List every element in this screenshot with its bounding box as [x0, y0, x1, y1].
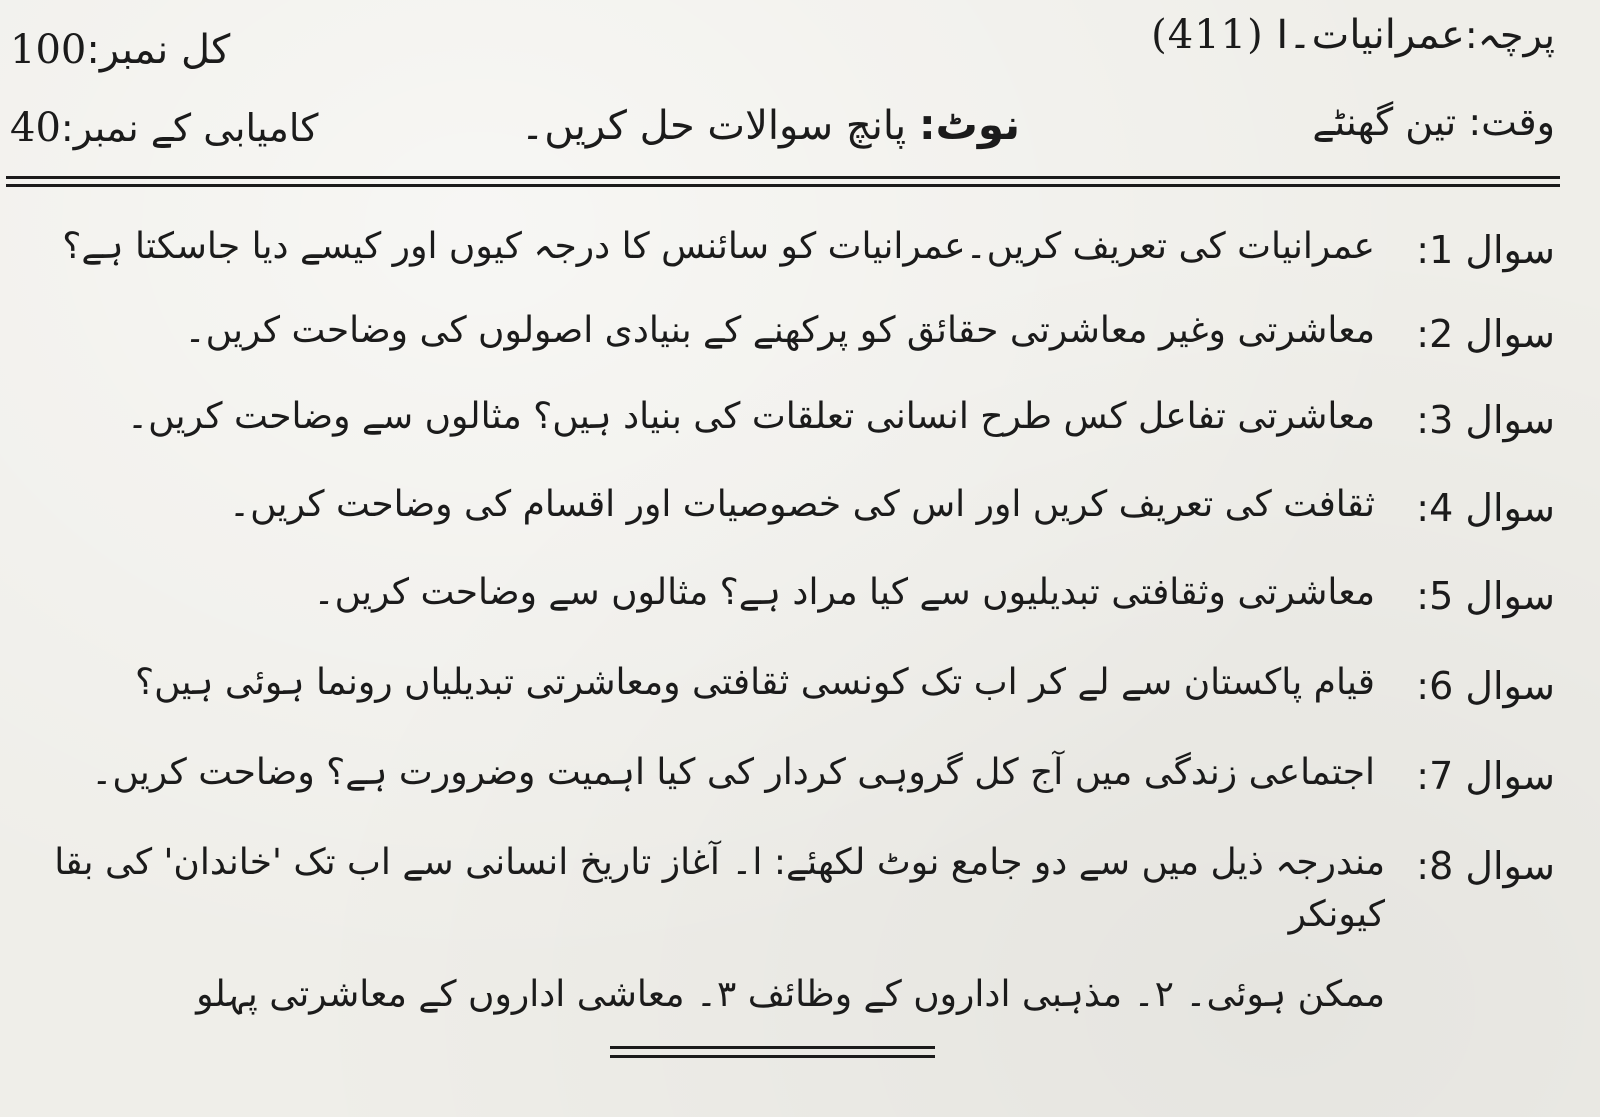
question-text [0, 837, 1385, 1021]
question-label: سوال 6: [1416, 664, 1555, 708]
question-label: سوال 4: [1416, 486, 1555, 530]
paper-label: پرچہ: [1464, 13, 1555, 57]
question-label: سوال 7: [1416, 754, 1555, 798]
header-divider-top [6, 176, 1560, 179]
passing-marks-label: کامیابی کے نمبر: [60, 106, 319, 150]
question-2 [0, 299, 1555, 391]
passing-marks-value: 40 [10, 105, 61, 151]
question-6 [0, 651, 1555, 743]
total-marks-label: کل نمبر: [86, 27, 231, 73]
total-marks-value: 100 [10, 27, 87, 73]
question-label: سوال 5: [1416, 574, 1555, 618]
question-4 [0, 473, 1555, 565]
header-divider-bottom [6, 184, 1560, 187]
time-allowed [1312, 92, 1555, 152]
question-text: اجتماعی زندگی میں آج کل گروہی کردار کی کیا اہمیت وضرورت ہے؟ وضاحت کریں۔ [91, 752, 1375, 793]
question-5 [0, 561, 1555, 653]
question-1 [0, 215, 1555, 307]
question-text: عمرانیات کی تعریف کریں۔عمرانیات کو سائنس کا درجہ کیوں اور کیسے دیا جاسکتا ہے؟ [62, 226, 1375, 267]
question-label: سوال 8: [1416, 844, 1555, 888]
question-text: معاشرتی وثقافتی تبدیلیوں سے کیا مراد ہے؟ مثالوں سے وضاحت کریں۔ [313, 572, 1375, 613]
question-text: ثقافت کی تعریف کریں اور اس کی خصوصیات اور اقسام کی وضاحت کریں۔ [229, 484, 1375, 525]
question-label: سوال 1: [1416, 228, 1555, 272]
note-text: پانچ سوالات حل کریں۔ [520, 103, 907, 149]
question-text: قیام پاکستان سے لے کر اب تک کونسی ثقافتی ومعاشرتی تبدیلیاں رونما ہوئی ہیں؟ [134, 662, 1375, 703]
time-value: تین گھنٹے [1312, 100, 1457, 144]
question-text: معاشرتی وغیر معاشرتی حقائق کو پرکھنے کے بنیادی اصولوں کی وضاحت کریں۔ [184, 310, 1375, 351]
question-label: سوال 3: [1416, 398, 1555, 442]
question-7 [0, 741, 1555, 833]
passing-marks [10, 98, 319, 158]
paper-subject: عمرانیات۔I [1276, 12, 1465, 58]
question-text: معاشرتی تفاعل کس طرح انسانی تعلقات کی بنیاد ہیں؟ مثالوں سے وضاحت کریں۔ [126, 396, 1375, 437]
time-label: وقت: [1468, 100, 1555, 144]
question-label: سوال 2: [1416, 312, 1555, 356]
question-8 [0, 831, 1555, 1015]
question-text-line-2: ممکن ہوئی۔ ۲۔ مذہبی اداروں کے وظائف ۳۔ معاشی اداروں کے معاشرتی پہلو [196, 974, 1385, 1015]
question-3 [0, 385, 1555, 477]
footer-divider-top [610, 1046, 935, 1049]
paper-code: (411) [1151, 12, 1264, 58]
question-text-line-1: مندرجہ ذیل میں سے دو جامع نوٹ لکھئے: ا۔ آغاز تاریخ انسانی سے اب تک 'خاندان' کی بقا کیونکر [54, 842, 1385, 935]
paper-title [1151, 5, 1555, 65]
total-marks [10, 20, 230, 80]
instruction-note [520, 92, 1020, 159]
footer-divider-bottom [610, 1055, 935, 1058]
note-label: نوٹ: [918, 100, 1020, 149]
